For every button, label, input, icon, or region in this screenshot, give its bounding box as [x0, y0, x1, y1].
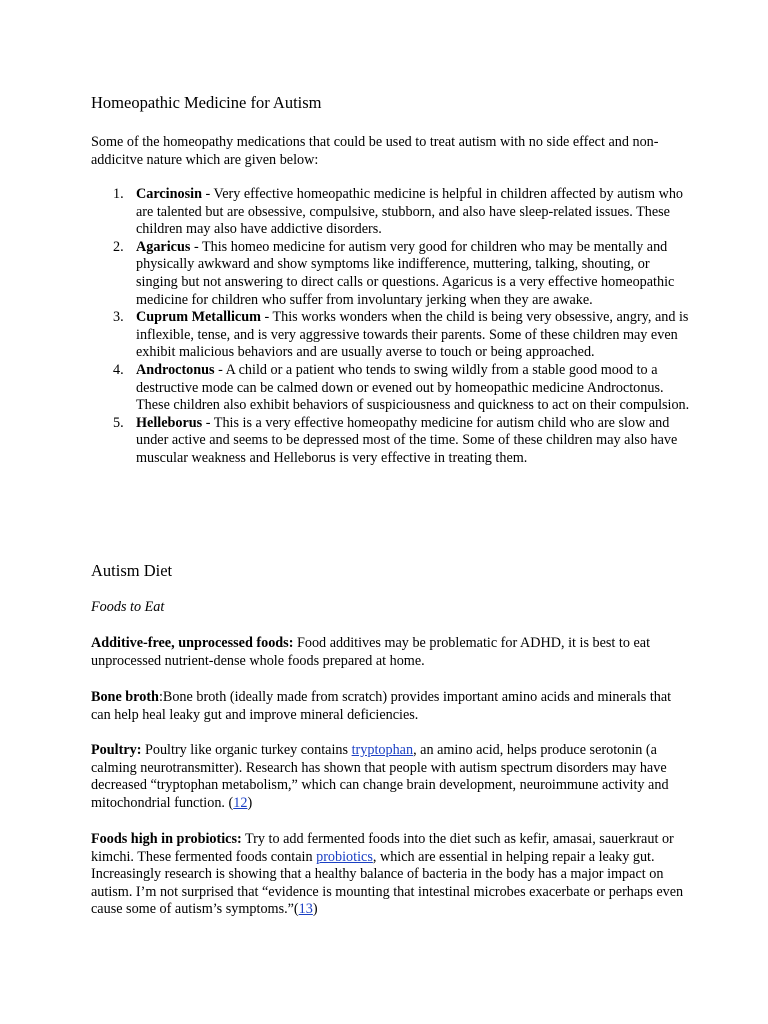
list-number: 4.: [113, 361, 124, 378]
paragraph-lead: Additive-free, unprocessed foods:: [91, 635, 294, 651]
list-number: 1.: [113, 186, 124, 202]
paragraph-text: ): [247, 794, 253, 811]
paragraph-text: Poultry like organic turkey contains: [141, 742, 352, 758]
list-item: [91, 309, 691, 362]
paragraph-additive-free: [91, 635, 691, 670]
paragraph-text: Food additives may be problematic for ADHD, it is best to eat unprocessed nutrient-dense whole foods prepared at home.: [91, 635, 651, 669]
paragraph-poultry: [91, 742, 691, 812]
paragraph-probiotics: [91, 831, 691, 919]
list-number: 5.: [113, 414, 124, 431]
subheading-foods-to-eat: Foods to Eat: [91, 599, 165, 615]
paragraph-lead: Foods high in probiotics:: [91, 831, 242, 847]
list-item: [91, 415, 691, 468]
probiotics-link[interactable]: probiotics: [316, 848, 373, 865]
remedy-name: Androctonus: [136, 361, 215, 378]
list-item: [91, 239, 691, 309]
list-item: [91, 186, 691, 239]
remedy-text: - This homeo medicine for autism very good for children who may be mentally and physically awkward and show symptoms like indifference, muttering, talking, shouting, or singing but not answering to direct calls or questions. Agaricus is a very effective homeopathic medicine for children who suffer from involuntary jerking when they are awake.: [136, 238, 675, 308]
paragraph-text: , which are essential in helping repair a leaky gut. Increasingly research is showing that a healthy balance of bacteria in the body has a major impact on autism. I’m not surprised that “evidence is mounting that intestinal microbes exacerbate or perhaps even cause some of autism’s symptoms.”(: [91, 848, 684, 918]
list-item: [91, 362, 691, 415]
remedy-text: - Very effective homeopathic medicine is helpful in children affected by autism who are talented but are obsessive, compulsive, stubborn, and also have sleep-related issues. These children may also have addictive disorders.: [136, 186, 684, 238]
section-heading-diet: Autism Diet: [91, 561, 173, 580]
reference-link-13[interactable]: 13: [298, 901, 313, 918]
paragraph-text: , an amino acid, helps produce serotonin (a calming neurotransmitter). Research has shown that people with autism spectrum disorders may have decreased “tryptophan metabolism,” which can change brain development, neuroimmune activity and mitochondrial function. (: [91, 742, 669, 811]
remedy-text: - This works wonders when the child is being very obsessive, angry, and is inflexible, tense, and is very aggressive towards their parents. Some of these children may even exhibit malicious behaviors and are usually averse to touch or being approached.: [136, 309, 689, 361]
paragraph-lead: Bone broth: [91, 689, 159, 705]
intro-paragraph: Some of the homeopathy medications that could be used to treat autism with no side effect and non-addicitve nature which are given below:: [91, 134, 659, 168]
list-number: 3.: [113, 309, 124, 326]
paragraph-text: :Bone broth (ideally made from scratch) provides important amino acids and minerals that can help heal leaky gut and improve mineral deficiencies.: [91, 689, 672, 723]
tryptophan-link[interactable]: tryptophan: [351, 742, 414, 758]
remedy-text: - A child or a patient who tends to swing wildly from a stable good mood to a destructive mode can be calmed down or evened out by homeopathic medicine Androctonus. These children also exhibit behaviors of suspiciousness and quickness to act on their compulsion.: [136, 361, 690, 414]
reference-link-12[interactable]: 12: [233, 794, 248, 811]
remedy-text: - This is a very effective homeopathy medicine for autism child who are slow and under active and seems to be depressed most of the time. Some of these children may also have muscular weakness and Helleborus is very effective in treating them.: [136, 414, 678, 466]
paragraph-text: ): [312, 901, 318, 918]
paragraph-text: Try to add fermented foods into the diet such as kefir, amasai, sauerkraut or kimchi. These fermented foods contain: [91, 831, 674, 865]
section-heading-homeopathic: Homeopathic Medicine for Autism: [91, 93, 322, 112]
remedy-name: Agaricus: [136, 238, 191, 255]
paragraph-bone-broth: [91, 689, 691, 724]
list-number: 2.: [113, 238, 124, 255]
remedy-name: Helleborus: [136, 414, 203, 431]
remedy-name: Carcinosin: [136, 186, 202, 202]
remedy-list: [91, 186, 691, 468]
paragraph-lead: Poultry:: [91, 742, 142, 758]
remedy-name: Cuprum Metallicum: [136, 309, 261, 326]
